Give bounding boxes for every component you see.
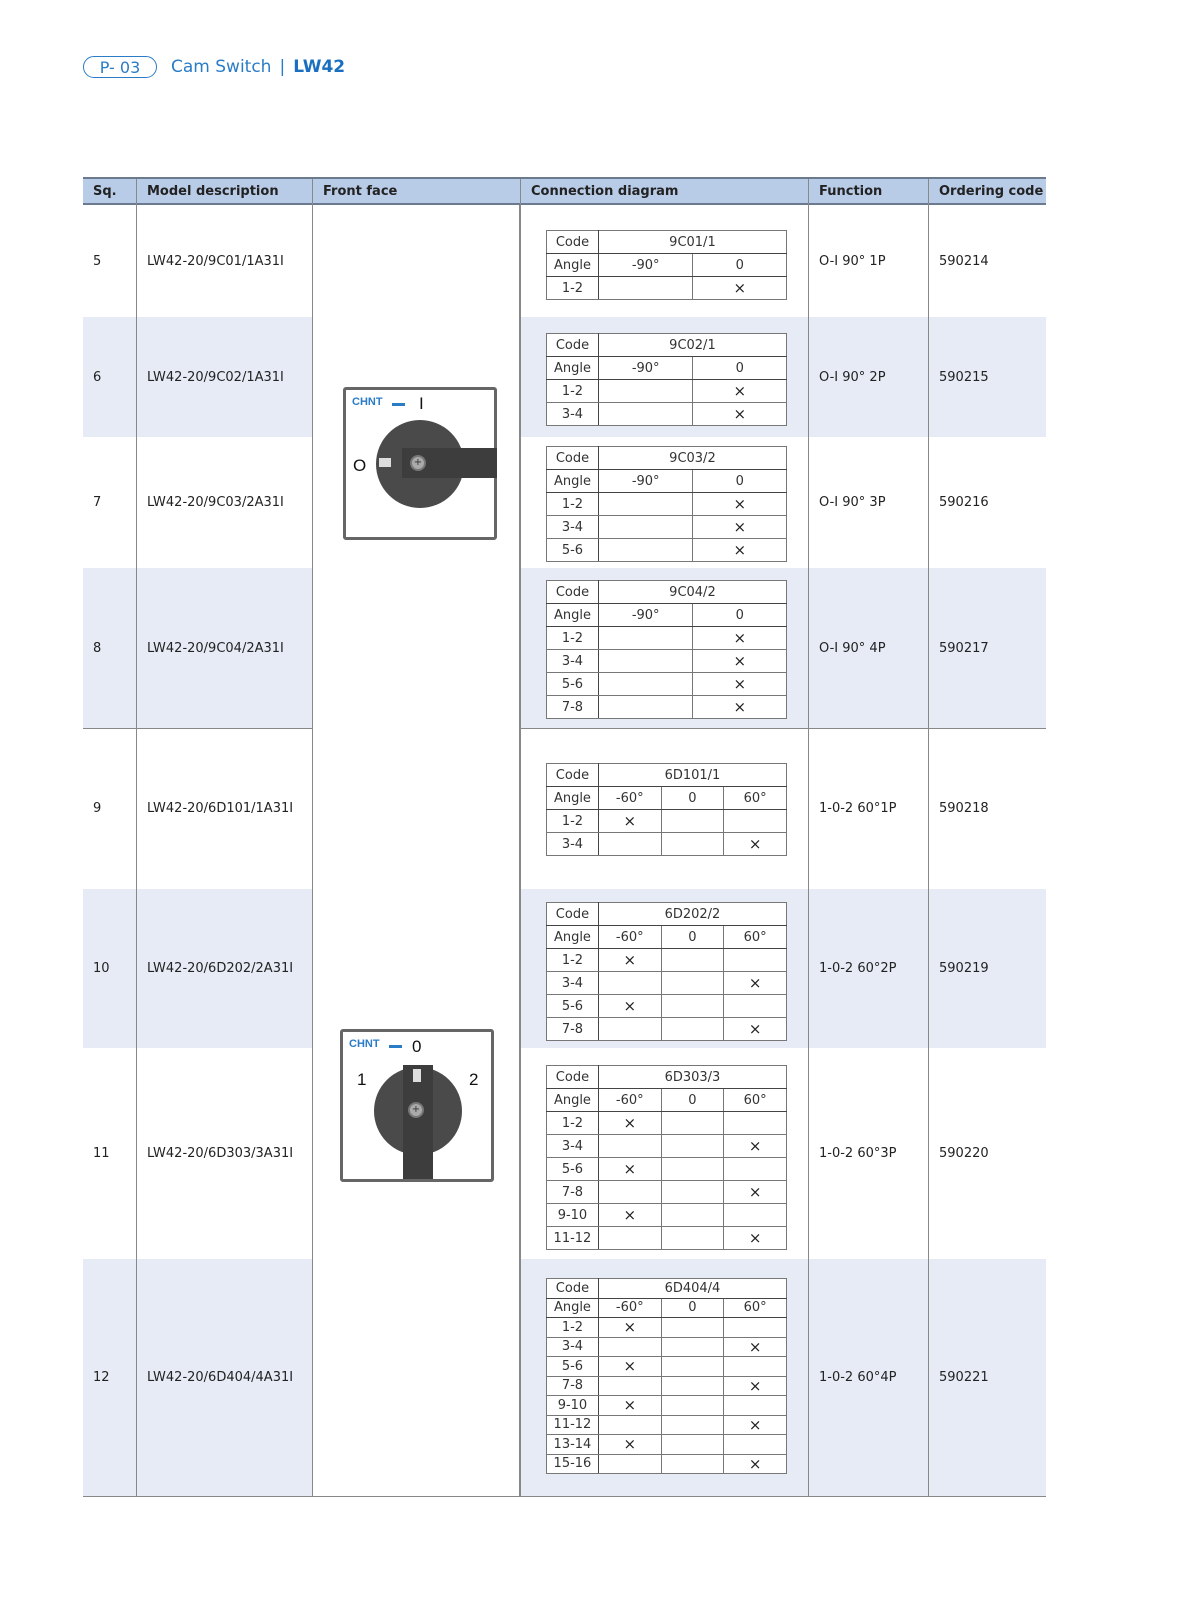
angle-value: 60°	[724, 926, 787, 949]
col-sq: Sq.	[93, 184, 117, 199]
function-cell-text: 1-0-2 60°1P	[819, 801, 897, 816]
closed-contact-x-icon: ×	[693, 493, 787, 516]
angle-label: Angle	[547, 787, 599, 810]
model-cell	[136, 568, 312, 728]
model-cell	[136, 205, 312, 317]
connection-diagram-table	[546, 446, 787, 562]
closed-contact-x-icon: ×	[598, 1112, 661, 1135]
code-label: Code	[547, 334, 599, 357]
function-cell	[808, 728, 928, 889]
open-contact	[661, 1357, 724, 1377]
open-contact	[724, 1435, 787, 1455]
angle-value: 0	[661, 1089, 724, 1112]
open-contact	[598, 650, 693, 673]
angle-value: -60°	[598, 787, 661, 810]
function-cell	[808, 1259, 928, 1496]
sq-cell-text: 12	[93, 1370, 110, 1385]
closed-contact-x-icon: ×	[693, 403, 787, 426]
open-contact	[724, 810, 787, 833]
open-contact	[598, 1227, 661, 1250]
contact-label: 7-8	[547, 696, 599, 719]
contact-label: 3-4	[547, 1135, 599, 1158]
open-contact	[598, 1018, 661, 1041]
screw-icon: +	[408, 1102, 424, 1118]
model-cell-text: LW42-20/9C04/2A31I	[147, 640, 284, 656]
angle-value: 0	[693, 357, 787, 380]
closed-contact-x-icon: ×	[693, 539, 787, 562]
function-cell	[808, 1048, 928, 1259]
contact-label: 15-16	[547, 1454, 599, 1474]
contact-label: 7-8	[547, 1376, 599, 1396]
ordering-code-cell-text: 590221	[939, 1370, 989, 1385]
connection-diagram-table	[546, 230, 787, 300]
closed-contact-x-icon: ×	[724, 1454, 787, 1474]
position-label-off: O	[353, 456, 367, 475]
sq-cell	[83, 889, 136, 1048]
closed-contact-x-icon: ×	[598, 1318, 661, 1338]
open-contact	[598, 972, 661, 995]
contact-label: 7-8	[547, 1181, 599, 1204]
angle-label: Angle	[547, 357, 599, 380]
code-label: Code	[547, 231, 599, 254]
open-contact	[661, 1415, 724, 1435]
angle-value: 0	[661, 926, 724, 949]
open-contact	[598, 696, 693, 719]
contact-label: 1-2	[547, 493, 599, 516]
model-cell	[136, 889, 312, 1048]
closed-contact-x-icon: ×	[598, 1396, 661, 1416]
ordering-code-cell	[928, 1048, 1046, 1259]
brand-bar-icon	[389, 1045, 402, 1048]
screw-icon: +	[410, 455, 426, 471]
sq-cell-text: 8	[93, 640, 102, 656]
open-contact	[724, 1112, 787, 1135]
function-cell-text: 1-0-2 60°2P	[819, 961, 897, 976]
function-cell-text: 1-0-2 60°4P	[819, 1370, 897, 1385]
model-cell	[136, 1259, 312, 1496]
ordering-code-cell-text: 590218	[939, 801, 989, 816]
diagram-code: 6D202/2	[598, 903, 786, 926]
ordering-code-cell-text: 590219	[939, 961, 989, 976]
ordering-code-cell	[928, 889, 1046, 1048]
open-contact	[661, 833, 724, 856]
closed-contact-x-icon: ×	[598, 810, 661, 833]
col-function: Function	[808, 179, 928, 205]
model-cell	[136, 317, 312, 437]
contact-label: 9-10	[547, 1396, 599, 1416]
page-header	[83, 56, 345, 78]
contact-label: 5-6	[547, 1158, 599, 1181]
contact-label: 3-4	[547, 972, 599, 995]
ordering-code-cell-text: 590214	[939, 253, 989, 269]
open-contact	[661, 1135, 724, 1158]
contact-label: 3-4	[547, 1337, 599, 1357]
open-contact	[661, 1435, 724, 1455]
model-cell-text: LW42-20/6D404/4A31I	[147, 1370, 294, 1385]
function-cell	[808, 317, 928, 437]
angle-label: Angle	[547, 1089, 599, 1112]
open-contact	[598, 277, 693, 300]
code-label: Code	[547, 903, 599, 926]
open-contact	[661, 810, 724, 833]
angle-value: -60°	[598, 1089, 661, 1112]
open-contact	[724, 949, 787, 972]
angle-value: -60°	[598, 926, 661, 949]
open-contact	[724, 1396, 787, 1416]
section-title: Cam Switch	[171, 57, 272, 77]
contact-label: 11-12	[547, 1415, 599, 1435]
sq-cell-text: 10	[93, 961, 110, 976]
open-contact	[598, 493, 693, 516]
angle-label: Angle	[547, 926, 599, 949]
closed-contact-x-icon: ×	[724, 1227, 787, 1250]
open-contact	[598, 1415, 661, 1435]
sq-cell-text: 5	[93, 253, 102, 269]
position-label-1: 1	[357, 1070, 367, 1089]
open-contact	[661, 1396, 724, 1416]
angle-label: Angle	[547, 1298, 599, 1318]
closed-contact-x-icon: ×	[724, 1181, 787, 1204]
contact-label: 1-2	[547, 949, 599, 972]
open-contact	[598, 1337, 661, 1357]
ordering-code-cell-text: 590220	[939, 1146, 989, 1161]
ordering-code-cell-text: 590215	[939, 369, 989, 385]
page-number-badge: P- 03	[83, 56, 157, 78]
open-contact	[661, 1112, 724, 1135]
function-cell	[808, 437, 928, 568]
code-label: Code	[547, 447, 599, 470]
angle-value: -90°	[598, 254, 693, 277]
function-cell	[808, 205, 928, 317]
closed-contact-x-icon: ×	[724, 1337, 787, 1357]
diagram-code: 9C01/1	[598, 231, 786, 254]
model-cell-text: LW42-20/6D101/1A31I	[147, 801, 294, 816]
model-cell-text: LW42-20/6D303/3A31I	[147, 1146, 294, 1161]
angle-value: 60°	[724, 787, 787, 810]
contact-label: 1-2	[547, 277, 599, 300]
contact-label: 5-6	[547, 1357, 599, 1377]
contact-label: 3-4	[547, 403, 599, 426]
ordering-code-cell-text: 590217	[939, 640, 989, 656]
diagram-code: 6D303/3	[598, 1066, 786, 1089]
model-cell-text: LW42-20/9C03/2A31I	[147, 495, 284, 510]
closed-contact-x-icon: ×	[693, 650, 787, 673]
open-contact	[661, 995, 724, 1018]
closed-contact-x-icon: ×	[724, 833, 787, 856]
contact-label: 3-4	[547, 833, 599, 856]
angle-value: 0	[661, 787, 724, 810]
table-header	[83, 177, 1046, 205]
col-front-face: Front face	[312, 179, 520, 205]
function-cell	[808, 568, 928, 728]
model-cell-text: LW42-20/9C02/1A31I	[147, 369, 284, 385]
ordering-code-cell	[928, 205, 1046, 317]
function-cell	[808, 889, 928, 1048]
closed-contact-x-icon: ×	[693, 627, 787, 650]
connection-diagram-table	[546, 1065, 787, 1250]
closed-contact-x-icon: ×	[598, 995, 661, 1018]
connection-diagram-table	[546, 763, 787, 856]
contact-label: 9-10	[547, 1204, 599, 1227]
angle-value: -90°	[598, 604, 693, 627]
diagram-code: 6D101/1	[598, 764, 786, 787]
open-contact	[598, 627, 693, 650]
open-contact	[598, 516, 693, 539]
contact-label: 1-2	[547, 810, 599, 833]
contact-label: 3-4	[547, 516, 599, 539]
closed-contact-x-icon: ×	[724, 1018, 787, 1041]
contact-label: 13-14	[547, 1435, 599, 1455]
position-marker-icon	[379, 458, 391, 467]
ordering-code-cell	[928, 728, 1046, 889]
connection-diagram-table	[546, 580, 787, 719]
ordering-code-cell-text: 590216	[939, 495, 989, 510]
closed-contact-x-icon: ×	[724, 1135, 787, 1158]
closed-contact-x-icon: ×	[724, 972, 787, 995]
open-contact	[598, 1181, 661, 1204]
model-cell-text: LW42-20/6D202/2A31I	[147, 961, 294, 976]
col-ordering-code: Ordering code	[928, 179, 1046, 205]
closed-contact-x-icon: ×	[598, 949, 661, 972]
open-contact	[661, 1204, 724, 1227]
code-label: Code	[547, 1279, 599, 1299]
front-face-102-switch	[340, 1029, 494, 1182]
function-cell-text: O-I 90° 4P	[819, 640, 886, 656]
angle-value: 0	[693, 470, 787, 493]
knob-handle-icon	[403, 1065, 433, 1179]
contact-label: 1-2	[547, 1112, 599, 1135]
closed-contact-x-icon: ×	[693, 673, 787, 696]
model-cell	[136, 728, 312, 889]
angle-value: 60°	[724, 1298, 787, 1318]
closed-contact-x-icon: ×	[598, 1357, 661, 1377]
open-contact	[724, 1204, 787, 1227]
open-contact	[661, 972, 724, 995]
sq-cell	[83, 728, 136, 889]
open-contact	[661, 1018, 724, 1041]
contact-label: 5-6	[547, 539, 599, 562]
angle-label: Angle	[547, 470, 599, 493]
code-label: Code	[547, 1066, 599, 1089]
open-contact	[598, 833, 661, 856]
contact-label: 1-2	[547, 1318, 599, 1338]
angle-label: Angle	[547, 254, 599, 277]
position-label-2: 2	[469, 1070, 479, 1089]
sq-cell	[83, 568, 136, 728]
open-contact	[661, 1227, 724, 1250]
angle-value: 60°	[724, 1089, 787, 1112]
angle-value: 0	[693, 254, 787, 277]
open-contact	[598, 1135, 661, 1158]
open-contact	[724, 1357, 787, 1377]
function-cell-text: 1-0-2 60°3P	[819, 1146, 897, 1161]
contact-label: 11-12	[547, 1227, 599, 1250]
contact-label: 3-4	[547, 650, 599, 673]
col-connection-diagram: Connection diagram	[520, 179, 808, 205]
open-contact	[661, 1318, 724, 1338]
brand-logo: CHNT	[349, 1038, 380, 1050]
open-contact	[661, 1158, 724, 1181]
open-contact	[598, 380, 693, 403]
table-bottom-border	[83, 1496, 1046, 1497]
model-cell	[136, 1048, 312, 1259]
closed-contact-x-icon: ×	[724, 1376, 787, 1396]
brand-logo: CHNT	[352, 396, 383, 408]
open-contact	[598, 539, 693, 562]
position-marker-icon	[413, 1069, 421, 1082]
angle-value: -90°	[598, 470, 693, 493]
open-contact	[724, 1158, 787, 1181]
sq-cell	[83, 317, 136, 437]
angle-label: Angle	[547, 604, 599, 627]
sq-cell-text: 6	[93, 369, 102, 385]
group-divider	[83, 728, 1046, 729]
open-contact	[598, 1376, 661, 1396]
contact-label: 5-6	[547, 995, 599, 1018]
angle-value: -90°	[598, 357, 693, 380]
contact-label: 7-8	[547, 1018, 599, 1041]
sq-cell-text: 9	[93, 801, 102, 816]
diagram-code: 9C03/2	[598, 447, 786, 470]
sq-cell-text: 11	[93, 1146, 110, 1161]
open-contact	[661, 1454, 724, 1474]
angle-value: -60°	[598, 1298, 661, 1318]
code-label: Code	[547, 581, 599, 604]
ordering-code-cell	[928, 1259, 1046, 1496]
closed-contact-x-icon: ×	[693, 696, 787, 719]
title-separator: |	[279, 57, 286, 77]
closed-contact-x-icon: ×	[598, 1204, 661, 1227]
contact-label: 5-6	[547, 673, 599, 696]
closed-contact-x-icon: ×	[598, 1158, 661, 1181]
sq-cell-text: 7	[93, 495, 102, 510]
closed-contact-x-icon: ×	[724, 1415, 787, 1435]
position-label-on: I	[419, 394, 424, 413]
angle-value: 0	[661, 1298, 724, 1318]
sq-cell	[83, 1259, 136, 1496]
sq-cell	[83, 1048, 136, 1259]
connection-diagram-table	[546, 1278, 787, 1474]
function-cell-text: O-I 90° 1P	[819, 253, 886, 269]
open-contact	[661, 1181, 724, 1204]
ordering-code-cell	[928, 568, 1046, 728]
closed-contact-x-icon: ×	[693, 380, 787, 403]
sq-cell	[83, 205, 136, 317]
angle-value: 0	[693, 604, 787, 627]
model-cell	[136, 437, 312, 568]
product-model: LW42	[293, 57, 346, 77]
front-face-oi-switch	[343, 387, 497, 540]
ordering-code-cell	[928, 317, 1046, 437]
diagram-code: 6D404/4	[598, 1279, 786, 1299]
connection-diagram-table	[546, 902, 787, 1041]
open-contact	[661, 1376, 724, 1396]
contact-label: 1-2	[547, 380, 599, 403]
open-contact	[661, 1337, 724, 1357]
closed-contact-x-icon: ×	[693, 516, 787, 539]
open-contact	[598, 1454, 661, 1474]
closed-contact-x-icon: ×	[598, 1435, 661, 1455]
open-contact	[598, 403, 693, 426]
diagram-code: 9C04/2	[598, 581, 786, 604]
brand-bar-icon	[392, 403, 405, 406]
open-contact	[598, 673, 693, 696]
connection-diagram-table	[546, 333, 787, 426]
function-cell-text: O-I 90° 2P	[819, 369, 886, 385]
closed-contact-x-icon: ×	[693, 277, 787, 300]
ordering-code-cell	[928, 437, 1046, 568]
position-label-0: 0	[412, 1037, 422, 1056]
open-contact	[724, 995, 787, 1018]
contact-label: 1-2	[547, 627, 599, 650]
open-contact	[724, 1318, 787, 1338]
model-cell-text: LW42-20/9C01/1A31I	[147, 253, 284, 269]
col-model: Model description	[136, 179, 312, 205]
function-cell-text: O-I 90° 3P	[819, 495, 886, 510]
code-label: Code	[547, 764, 599, 787]
sq-cell	[83, 437, 136, 568]
diagram-code: 9C02/1	[598, 334, 786, 357]
open-contact	[661, 949, 724, 972]
